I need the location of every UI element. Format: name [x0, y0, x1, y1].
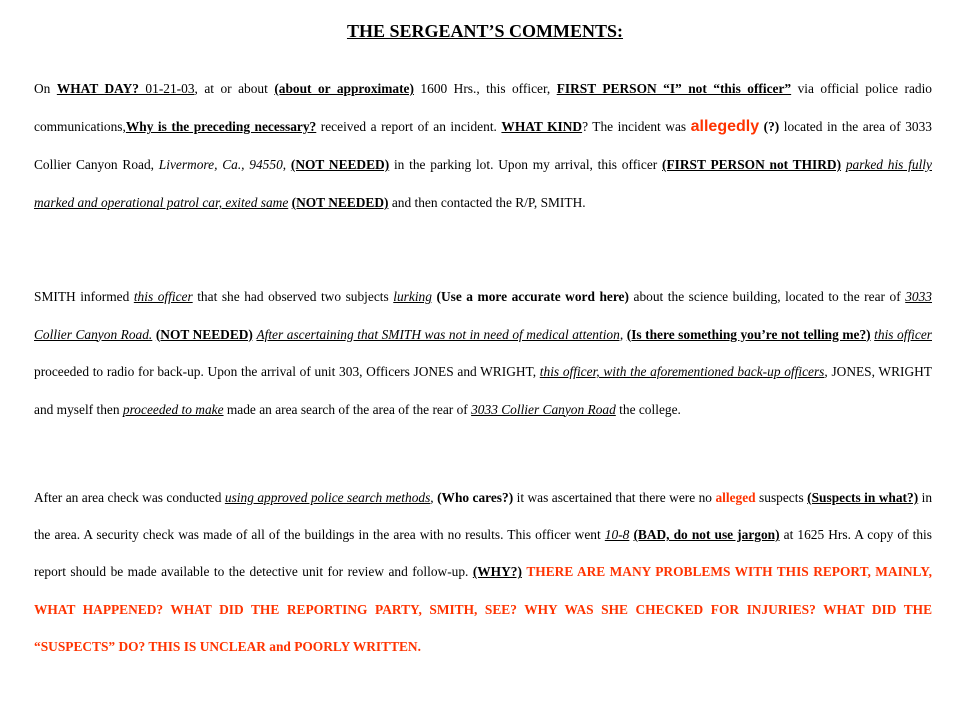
text-segment: proceeded to make [122, 401, 224, 417]
text-segment: , at or about [194, 81, 275, 96]
text-segment: After ascertaining that SMITH was not in need of medical attention, [256, 326, 624, 342]
text-segment: 01-21-03 [138, 81, 195, 96]
text-segment: THERE ARE MANY PROBLEMS WITH THIS REPORT, MAINLY, WHAT HAPPENED? WHAT DID THE REPORTING PARTY, SMITH, SEE? WHY WAS SHE CHECKED FOR INJURIES? WHAT DID THE “SUSPECTS” DO? THIS IS UNCLEAR and POORLY WRITTEN. [34, 564, 932, 654]
text-segment: Why is the preceding necessary? [125, 119, 317, 134]
text-segment: proceeded to radio for back-up. Upon the arrival of unit 303, Officers JONES and WRIGHT, [34, 364, 540, 379]
text-segment: (NOT NEEDED) [290, 157, 390, 172]
text-segment: in the parking lot. Upon my arrival, this officer [389, 157, 663, 172]
text-segment: made an area search of the area of the rear of [223, 401, 472, 417]
text-segment: via official police radio communications, [34, 81, 933, 134]
paragraph-2 [34, 278, 932, 428]
text-segment: and then contacted the R/P, SMITH. [388, 195, 586, 210]
text-segment: (BAD, do not use jargon) [633, 527, 780, 543]
text-segment: about the science building, located to the rear of [628, 289, 906, 304]
text-segment: located in the area of 3033 Collier Canyon Road, [34, 119, 933, 172]
text-segment: this officer, with the aforementioned back-up officers [539, 364, 825, 379]
text-segment: Livermore, Ca., 94550 [158, 157, 283, 172]
text-segment: FIRST PERSON “I” not “this officer” [556, 81, 792, 96]
text-segment: (FIRST PERSON not THIRD) [662, 157, 842, 172]
text-segment: WHAT DAY? [56, 81, 139, 96]
text-segment: this officer [874, 326, 932, 342]
text-segment: using approved police search methods [224, 490, 431, 505]
paragraph-3 [34, 479, 932, 665]
text-segment: (Use a more accurate word here) [436, 289, 629, 304]
text-segment: WHAT KIND [501, 119, 583, 134]
text-segment: suspects [755, 490, 808, 505]
text-segment: (about or approximate) [274, 81, 414, 96]
text-segment: allegedly [690, 118, 760, 135]
text-segment: received a report of an incident. [316, 119, 502, 134]
text-segment: (WHY?) [472, 564, 522, 580]
text-segment: (?) [759, 119, 780, 134]
text-segment: it was ascertained that there were no [513, 490, 716, 505]
text-segment: 10-8 [604, 527, 630, 543]
text-segment: 3033 Collier Canyon Road. [34, 289, 932, 342]
text-segment: (Who cares?) [437, 490, 514, 505]
text-segment: , JONES, WRIGHT and myself then [34, 364, 932, 417]
text-segment: SMITH informed [34, 289, 134, 304]
text-segment: parked his fully marked and operational patrol car, exited same [34, 157, 932, 210]
text-segment: ? The incident was [582, 119, 691, 134]
text-segment: , [282, 157, 291, 172]
text-segment: in the area. A security check was made of all of the buildings in the area with no results. This officer went [34, 490, 933, 543]
page-title: THE SERGEANT’S COMMENTS: [346, 21, 624, 41]
text-segment: 1600 Hrs., this officer, [413, 81, 557, 96]
text-segment: lurking [393, 289, 432, 304]
text-segment: that she had observed two subjects [192, 289, 394, 304]
text-segment: (Suspects in what?) [807, 490, 919, 505]
text-segment: at 1625 Hrs. A copy of this report should be made available to the detective unit for review and follow-up. [34, 527, 932, 580]
text-segment: (NOT NEEDED) [155, 326, 253, 342]
text-segment: 3033 Collier Canyon Road [471, 401, 616, 417]
text-segment: On [34, 81, 57, 96]
text-segment: (NOT NEEDED) [291, 195, 389, 210]
text-segment: (Is there something you’re not telling me?) [626, 326, 871, 342]
text-segment: this officer [133, 289, 193, 304]
text-segment: After an area check was conducted [34, 490, 225, 505]
text-segment: , [430, 490, 438, 505]
paragraph-1 [34, 70, 932, 222]
text-segment: alleged [715, 490, 756, 505]
text-segment: the college. [615, 401, 681, 417]
